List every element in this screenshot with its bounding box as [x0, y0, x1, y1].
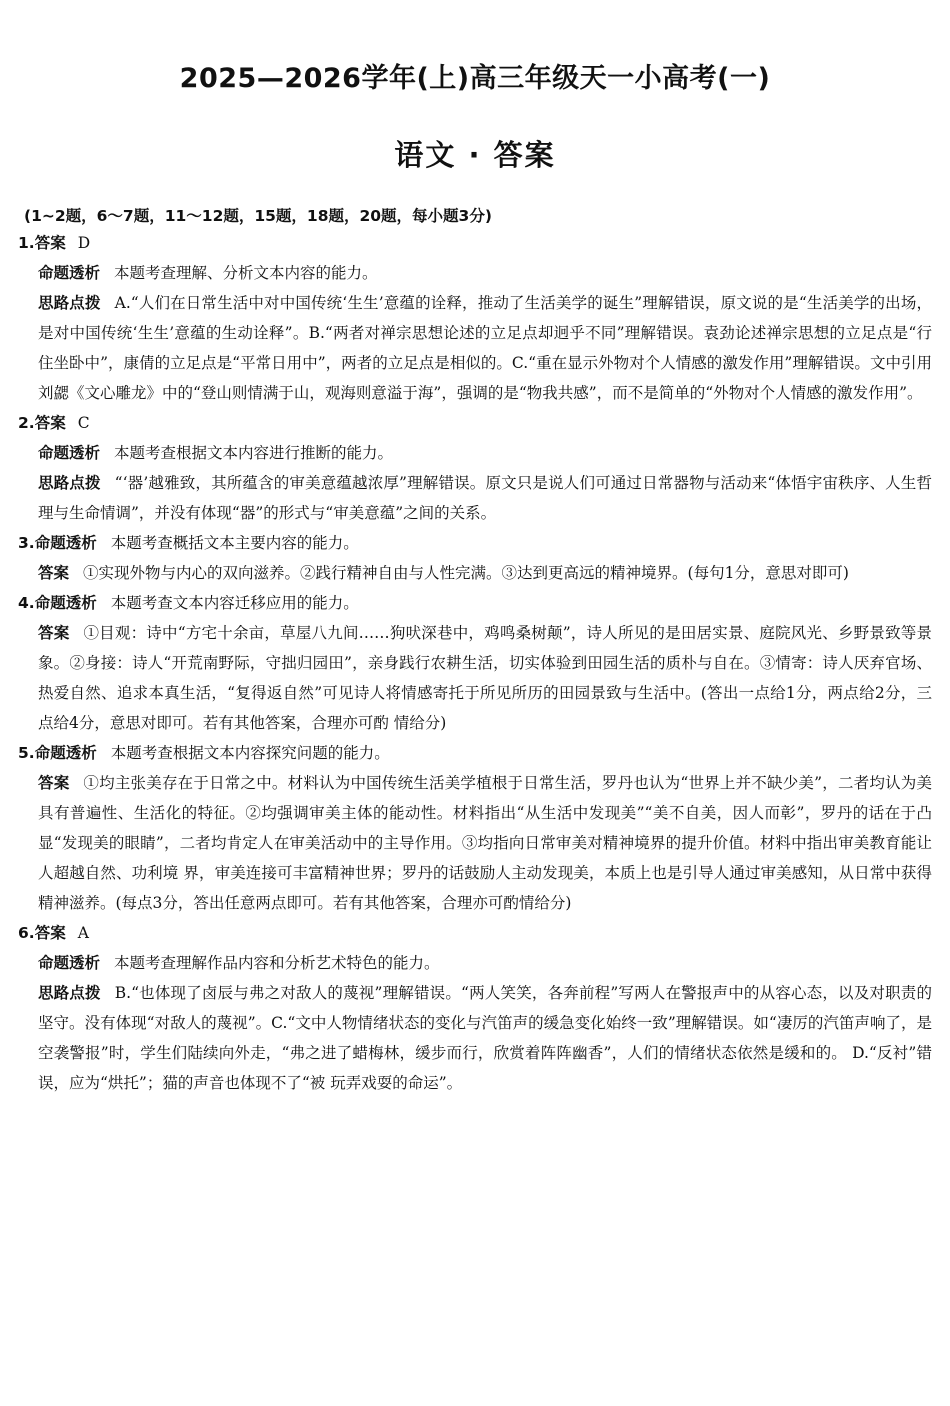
q6-answer-label: 答案 [34, 924, 66, 942]
q2-answer-line [18, 408, 932, 438]
q3-answer [18, 558, 932, 588]
q2-number: 2. [18, 414, 35, 432]
q4-analysis-text: 本题考查文本内容迁移应用的能力。 [110, 594, 359, 612]
q2-hint-text: “‘器’越雅致，其所蕴含的审美意蕴越浓厚”理解错误。原文只是说人们可通过日常器物与活动来“体悟宇宙秩序、人生哲理与生命情调”，并没有体现“器”的形式与“审美意蕴”之间的关系。 [38, 474, 932, 522]
q6-hint-text: B.“也体现了卤辰与弗之对敌人的蔑视”理解错误。“两人笑笑，各奔前程”写两人在警报声中的从容心态，以及对职责的坚守。没有体现“对敌人的蔑视”。C.“文中人物情绪状态的变化与汽笛声的缓急变化始终一致”理解错误。如“凄厉的汽笛声响了，是空袭警报”时，学生们陆续向外走，“弗之进了蜡梅林，缓步而行，欣赏着阵阵幽香”，人们的情绪状态依然是缓和的。 D.“反衬”错误，应为“烘托”；猫的声音也体现不了“被 玩弄戏耍的命运”。 [38, 984, 932, 1092]
q2-hint-label: 思路点拨 [38, 474, 101, 492]
answer-content [18, 228, 932, 1098]
q6-number: 6. [18, 924, 35, 942]
q5-analysis-line [18, 738, 932, 768]
q2-hint [18, 468, 932, 528]
q2-analysis-text: 本题考查根据文本内容进行推断的能力。 [114, 444, 394, 462]
q1-analysis [18, 258, 932, 288]
q2-analysis-label: 命题透析 [38, 444, 101, 462]
q4-number: 4. [18, 594, 35, 612]
q3-number: 3. [18, 534, 35, 552]
q2-answer-value: C [77, 414, 90, 432]
q1-number: 1. [18, 234, 35, 252]
q1-hint-text: A.“人们在日常生活中对中国传统‘生生’意蕴的诠释，推动了生活美学的诞生”理解错误，原文说的是“生活美学的出场，是对中国传统‘生生’意蕴的生动诠释”。B.“两者对禅宗思想论述的立足点却迥乎不同”理解错误。袁劲论述禅宗思想的立足点是“行住坐卧中”，康倩的立足点是“平常日用中”，两者的立足点是相似的。C.“重在显示外物对个人情感的激发作用”理解错误。文中引用刘勰《文心雕龙》中的“登山则情满于山，观海则意溢于海”，强调的是“物我共感”，而不是简单的“外物对个人情感的激发作用”。 [38, 294, 932, 402]
q1-answer-line [18, 228, 932, 258]
page-subtitle: 语文 · 答案 [394, 138, 556, 172]
q4-analysis-line [18, 588, 932, 618]
q6-hint [18, 978, 932, 1098]
q3-answer-label: 答案 [38, 564, 70, 582]
q6-answer-line [18, 918, 932, 948]
q3-analysis-line [18, 528, 932, 558]
q4-answer-label: 答案 [38, 624, 70, 642]
q1-hint [18, 288, 932, 408]
page-title: 2025—2026学年(上)高三年级天一小高考(一) [179, 63, 771, 94]
q5-number: 5. [18, 744, 35, 762]
q1-answer-label: 答案 [34, 234, 66, 252]
q5-answer-label: 答案 [38, 774, 70, 792]
q4-analysis-label: 命题透析 [34, 594, 97, 612]
q4-answer [18, 618, 932, 738]
q5-answer-text: ①均主张美存在于日常之中。材料认为中国传统生活美学植根于日常生活，罗丹也认为“世界上并不缺少美”，二者均认为美具有普遍性、生活化的特征。②均强调审美主体的能动性。材料指出“从生活中发现美”“美不自美，因人而彰”，罗丹的话在于凸显“发现美的眼睛”，二者均肯定人在审美活动中的主导作用。③均指向日常审美对精神境界的提升价值。材料中指出审美教育能让人超越自然、功利境 界，审美连接可丰富精神世界；罗丹的话鼓励人主动发现美，本质上也是引导人通过审美感知，从日常中获得精神滋养。(每点3分，答出任意两点即可。若有其他答案，合理亦可酌情给分) [38, 774, 932, 912]
q1-analysis-label: 命题透析 [38, 264, 101, 282]
q2-answer-label: 答案 [34, 414, 66, 432]
q4-answer-text: ①目观：诗中“方宅十余亩，草屋八九间……狗吠深巷中，鸡鸣桑树颠”，诗人所见的是田居实景、庭院风光、乡野景致等景象。②身接：诗人“开荒南野际，守拙归园田”，亲身践行农耕生活，切实体验到田园生活的质朴与自在。③情寄：诗人厌弃官场、热爱自然、追求本真生活，“复得返自然”可见诗人将情感寄托于所见所历的田园景致与生活中。(答出一点给1分，两点给2分，三点给4分，意思对即可。若有其他答案，合理亦可酌 情给分) [38, 624, 932, 732]
scoring-note: (1~2题，6～7题，11～12题，15题，18题，20题，每小题3分) [24, 207, 492, 225]
q1-hint-label: 思路点拨 [38, 294, 101, 312]
q1-answer-value: D [77, 234, 91, 252]
q3-analysis-text: 本题考查概括文本主要内容的能力。 [110, 534, 359, 552]
q6-analysis-text: 本题考查理解作品内容和分析艺术特色的能力。 [114, 954, 440, 972]
q3-analysis-label: 命题透析 [34, 534, 97, 552]
q1-analysis-text: 本题考查理解、分析文本内容的能力。 [114, 264, 378, 282]
q3-answer-text: ①实现外物与内心的双向滋养。②践行精神自由与人性完满。③达到更高远的精神境界。(每句1分，意思对即可) [83, 564, 849, 582]
q6-hint-label: 思路点拨 [38, 984, 101, 1002]
q5-answer [18, 768, 932, 918]
q5-analysis-text: 本题考查根据文本内容探究问题的能力。 [110, 744, 390, 762]
q2-analysis [18, 438, 932, 468]
q6-analysis [18, 948, 932, 978]
q6-answer-value: A [77, 924, 89, 942]
q6-analysis-label: 命题透析 [38, 954, 101, 972]
q5-analysis-label: 命题透析 [34, 744, 97, 762]
